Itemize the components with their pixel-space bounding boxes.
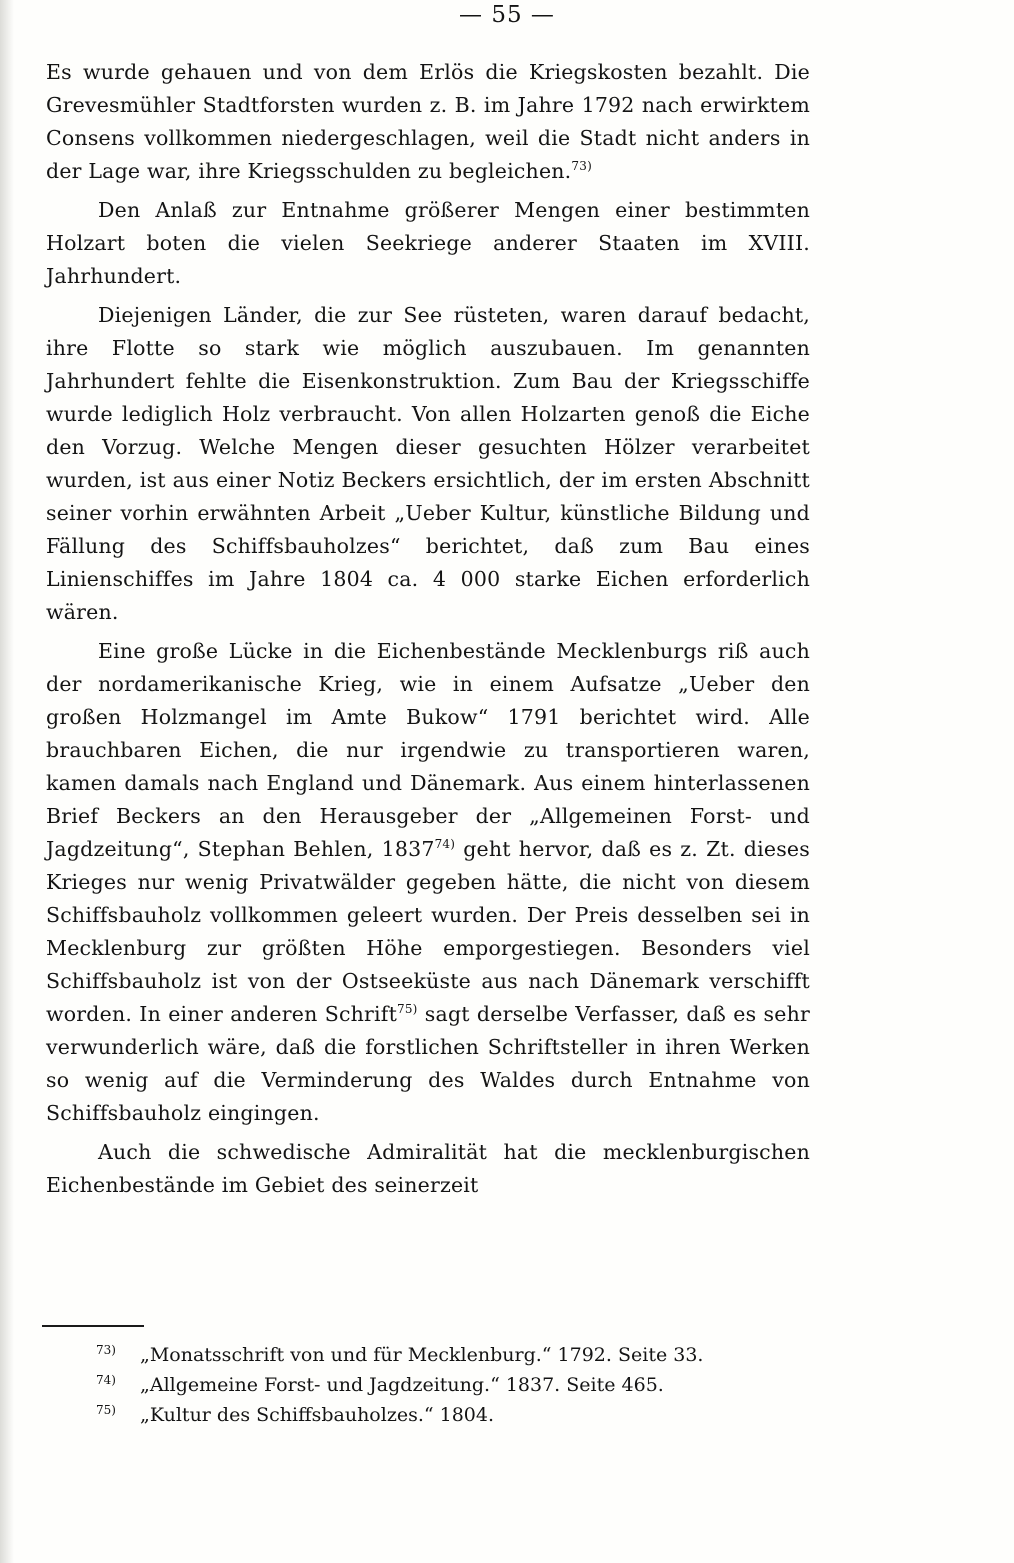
page-gutter-shadow xyxy=(0,0,14,1563)
paragraph-3 xyxy=(46,299,810,629)
footnote-ref-74: 74) xyxy=(434,837,456,851)
footnote-74: 74) „Allgemeine Forst- und Jagdzeitung.“ 1837. Seite 465. xyxy=(96,1373,664,1396)
paragraph-2 xyxy=(46,194,810,293)
footnote-separator xyxy=(42,1325,144,1327)
body-text xyxy=(46,56,810,1208)
footnote-ref-73: 73) xyxy=(571,159,592,173)
paragraph-1 xyxy=(46,56,810,188)
footnote-73: 73) „Monatsschrift von und für Mecklenburg.“ 1792. Seite 33. xyxy=(96,1343,704,1366)
paragraph-4-text-a: Eine große Lücke in die Eichenbestände Mecklenburgs riß auch der nordamerikanische Krieg, wie in einem Aufsatze „Ueber den großen Holzmangel im Amte Bukow“ 1791 berichtet wird. Alle brauchbaren Eichen, die nur irgendwie zu transportieren waren, kamen damals nach England und Dänemark. Aus einem hinterlassenen Brief Beckers an den Herausgeber der „Allgemeinen Forst- und Jagdzeitung“, Stephan Behlen, 1837 xyxy=(46,639,810,861)
paragraph-2-text: Den Anlaß zur Entnahme größerer Mengen einer bestimmten Holzart boten die vielen Seekriege anderer Staaten im XVIII. Jahrhundert. xyxy=(46,198,810,288)
paragraph-4 xyxy=(46,635,810,1130)
page-number: — 55 — xyxy=(459,2,555,28)
paragraph-5 xyxy=(46,1136,810,1202)
footnotes xyxy=(96,1340,816,1430)
footnote-text: „Monatsschrift von und für Mecklenburg.“ 1792. Seite 33. xyxy=(140,1344,704,1366)
paragraph-3-text: Diejenigen Länder, die zur See rüsteten, waren darauf bedacht, ihre Flotte so stark wie möglich auszubauen. Im genannten Jahrhundert fehlte die Eisenkonstruktion. Zum Bau der Kriegsschiffe wurde lediglich Holz verbraucht. Von allen Holzarten genoß die Eiche den Vorzug. Welche Mengen dieser gesuchten Hölzer verarbeitet wurden, ist aus einer Notiz Beckers ersichtlich, der im ersten Abschnitt seiner vorhin erwähnten Arbeit „Ueber Kultur, künstliche Bildung und Fällung des Schiffsbauholzes“ berichtet, daß zum Bau eines Linienschiffes im Jahre 1804 ca. 4 000 starke Eichen erforderlich wären. xyxy=(46,303,810,624)
paragraph-4-text-b: geht hervor, daß es z. Zt. dieses Krieges nur wenig Privatwälder gegeben hätte, die nicht von diesem Schiffsbauholz vollkommen geleert wurden. Der Preis desselben sei in Mecklenburg zur größten Höhe emporgestiegen. Besonders viel Schiffsbauholz ist von der Ostseeküste aus nach Dänemark verschifft worden. In einer anderen Schrift xyxy=(46,837,810,1026)
paragraph-1-text: Es wurde gehauen und von dem Erlös die Kriegskosten bezahlt. Die Grevesmühler Stadtforsten wurden z. B. im Jahre 1792 nach erwirktem Consens vollkommen niedergeschlagen, weil die Stadt nicht anders in der Lage war, ihre Kriegsschulden zu begleichen. xyxy=(46,60,810,183)
footnote-75: 75) „Kultur des Schiffsbauholzes.“ 1804. xyxy=(96,1403,495,1426)
footnote-ref-75: 75) xyxy=(397,1002,418,1016)
paragraph-4-text-c: sagt derselbe Verfasser, daß es sehr verwunderlich wäre, daß die forstlichen Schriftsteller in ihren Werken so wenig auf die Verminderung des Waldes durch Entnahme von Schiffsbauholz eingingen. xyxy=(46,1002,810,1125)
paragraph-5-text: Auch die schwedische Admiralität hat die mecklenburgischen Eichenbestände im Gebiet des seinerzeit xyxy=(46,1140,810,1197)
footnote-text: „Allgemeine Forst- und Jagdzeitung.“ 1837. Seite 465. xyxy=(140,1374,664,1396)
footnote-text: „Kultur des Schiffsbauholzes.“ 1804. xyxy=(140,1404,495,1426)
